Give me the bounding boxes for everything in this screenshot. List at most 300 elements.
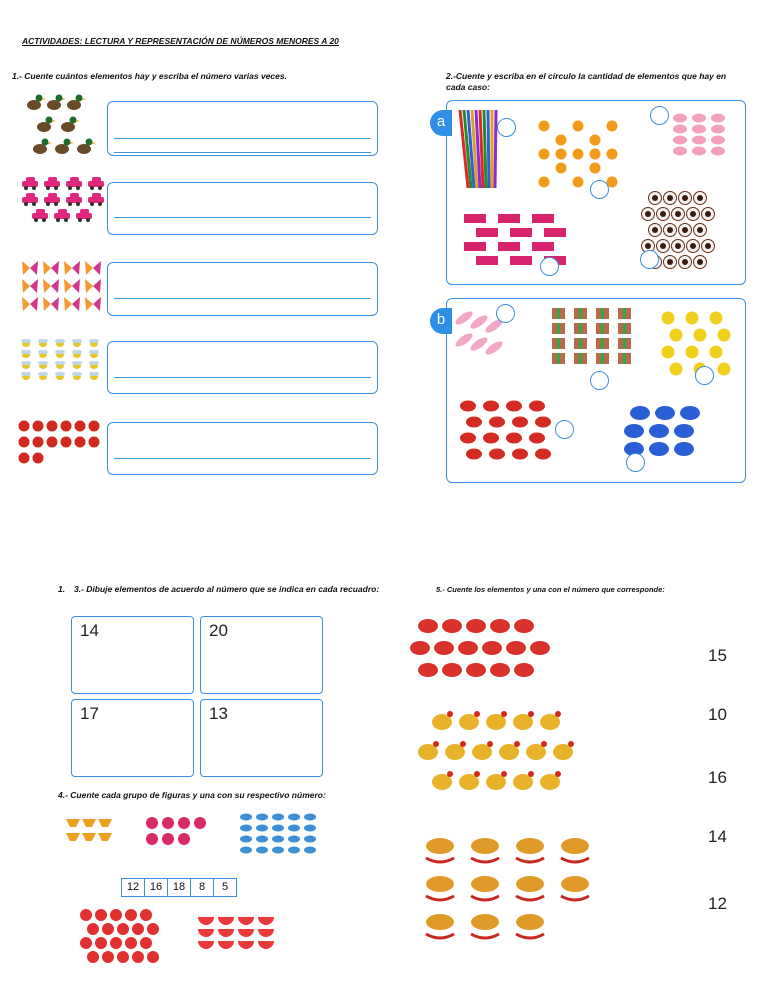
rooster-icon [526,741,547,760]
ex2-instruction-line1: 2.-Cuente y escriba en el círculo la cantidad de elementos que hay en [446,71,727,81]
butterfly-icon [64,261,80,275]
bird-icon [304,847,316,854]
pencil-icon [484,110,486,188]
orange-icon [590,163,601,174]
whale-icon [630,406,650,420]
answer-circle-ducks[interactable] [695,366,714,385]
car-icon [44,177,60,190]
ball-icon [664,192,677,205]
boat-icon [82,819,96,827]
draw-box-1[interactable] [71,616,194,694]
ex4-number-2[interactable]: 16 [144,878,168,897]
rocking-horse-icon [426,838,454,862]
bee-icon [38,361,48,369]
bird-icon [288,836,300,843]
ball-icon [694,224,707,237]
rocking-horse-icon [516,876,544,900]
bird-icon [256,825,268,832]
flower-icon [178,817,190,829]
whale-icon [655,406,675,420]
ex5-number-3[interactable]: 16 [708,768,727,787]
ball-icon [664,256,677,269]
bee-icon [21,372,31,380]
fish-icon [442,619,462,633]
ex5-number-1[interactable]: 15 [708,646,727,665]
gift-icon [596,323,609,334]
bee-icon [89,372,99,380]
beach-ball-icon [102,951,114,963]
panel-a-label: a [430,110,452,136]
watermelon-icon [238,929,254,937]
ex1-instruction: 1.- Cuente cuántos elementos hay y escriba el número varias veces. [12,71,287,81]
answer-box-1[interactable] [107,101,378,156]
answer-box-5[interactable] [107,422,378,475]
book-icon [464,242,486,251]
orange-icon [556,135,567,146]
ball-icon [672,240,685,253]
answer-circle-balls[interactable] [640,250,659,269]
ball-icon [649,192,662,205]
watermelon-icon [218,929,234,937]
orange-icon [539,177,550,188]
bird-icon [256,814,268,821]
pig-icon [711,147,725,156]
draw-box-4-number: 13 [209,704,228,723]
answer-box-4[interactable] [107,341,378,394]
rooster-icon [432,711,453,730]
duck-icon [33,139,52,155]
watermelon-icon [198,917,214,925]
duck-toy-icon [662,346,675,359]
ex5-number-4[interactable]: 14 [708,827,727,846]
ex4-number-4[interactable]: 8 [190,878,214,897]
ball-icon [657,240,670,253]
draw-box-4[interactable] [200,699,323,777]
bird-icon [240,836,252,843]
ex4-instruction: 4.- Cuente cada grupo de figuras y una con su respectivo número: [58,790,326,800]
ex4-number-3[interactable]: 18 [167,878,191,897]
bee-icon [72,372,82,380]
bee-icon [89,350,99,358]
ex5-instruction: 5.- Cuente los elementos y una con el número que corresponde: [436,585,665,594]
rooster-icon [499,741,520,760]
bee-icon [38,339,48,347]
strawberry-icon [483,401,499,412]
duck-toy-icon [686,346,699,359]
orange-icon [573,177,584,188]
beach-ball-icon [95,937,107,949]
butterfly-icon [85,261,101,275]
flower-icon [194,817,206,829]
duck-icon [61,117,80,133]
gift-icon [574,338,587,349]
ball-icon [672,208,685,221]
beach-ball-icon [95,909,107,921]
rooster-icon [486,711,507,730]
pig-icon [711,125,725,134]
draw-box-2-number: 20 [209,621,228,640]
orange-icon [556,149,567,160]
book-icon [532,214,554,223]
pig-icon [711,136,725,145]
book-icon [510,228,532,237]
draw-box-2[interactable] [200,616,323,694]
pig-icon [692,136,706,145]
bee-icon [72,350,82,358]
pig-icon [673,114,687,123]
answer-circle-pencils[interactable] [497,118,516,137]
fish-icon [466,663,486,677]
ball-icon [642,208,655,221]
flower-icon [146,833,158,845]
ex4-number-5[interactable]: 5 [213,878,237,897]
bee-icon [89,339,99,347]
duck-icon [47,95,66,111]
duck-icon [55,139,74,155]
whale-icon [674,442,694,456]
bird-icon [288,814,300,821]
bird-icon [272,814,284,821]
fish-icon [458,641,478,655]
car-icon [22,177,38,190]
fish-icon [466,619,486,633]
ex3-instruction: 3.- Dibuje elementos de acuerdo al número que se indica en cada recuadro: [74,584,380,594]
panel-b-label: b [430,308,452,334]
tomato-icon [19,453,30,464]
fish-icon [514,663,534,677]
butterfly-icon [85,297,101,311]
page-title: ACTIVIDADES: LECTURA Y REPRESENTACIÓN DE NÚMEROS MENORES A 20 [22,36,339,46]
ball-icon [694,192,707,205]
rocking-horse-icon [471,914,499,938]
pig-icon [711,114,725,123]
bird-icon [272,825,284,832]
book-icon [498,214,520,223]
flower-icon [178,833,190,845]
duck-icon [37,117,56,133]
gift-icon [618,353,631,364]
answer-circle-gifts[interactable] [590,371,609,390]
rocking-horse-icon [561,838,589,862]
tomato-icon [89,421,100,432]
bee-icon [72,339,82,347]
beach-ball-icon [87,951,99,963]
rooster-icon [513,771,534,790]
watermelon-icon [258,929,274,937]
whale-icon [624,424,644,438]
watermelon-icon [198,929,214,937]
bird-icon [256,836,268,843]
beach-ball-icon [87,923,99,935]
beach-ball-icon [110,937,122,949]
duck-toy-icon [718,363,731,376]
whale-icon [649,424,669,438]
whale-icon [649,442,669,456]
answer-box-3[interactable] [107,262,378,316]
book-icon [464,214,486,223]
duck-toy-icon [670,329,683,342]
beach-ball-icon [140,909,152,921]
ex5-number-2[interactable]: 10 [708,705,727,724]
tomato-icon [89,437,100,448]
ex1-icons [18,92,108,492]
butterfly-icon [43,261,59,275]
beach-ball-icon [147,923,159,935]
duck-icon [27,95,46,111]
tomato-icon [75,421,86,432]
strawberry-icon [529,433,545,444]
watermelon-icon [198,941,214,949]
answer-circle-pigs[interactable] [650,106,669,125]
ball-icon [702,208,715,221]
tomato-icon [33,453,44,464]
boat-icon [98,833,112,841]
orange-icon [573,149,584,160]
ex5-number-5[interactable]: 12 [708,894,727,913]
butterfly-icon [22,279,38,293]
whale-icon [680,406,700,420]
rocking-horse-icon [471,876,499,900]
strawberry-icon [460,433,476,444]
boat-icon [98,819,112,827]
tomato-icon [19,437,30,448]
rocking-horse-icon [471,838,499,862]
rocking-horse-icon [426,914,454,938]
tomato-icon [47,437,58,448]
orange-icon [539,149,550,160]
boat-icon [66,819,80,827]
bee-icon [55,361,65,369]
ex5-icons [410,610,610,950]
car-icon [54,209,70,222]
pig-icon [692,125,706,134]
rooster-icon [418,741,439,760]
pig-icon [692,147,706,156]
bird-icon [272,847,284,854]
strawberry-icon [460,401,476,412]
gift-icon [618,323,631,334]
watermelon-icon [238,941,254,949]
boat-icon [82,833,96,841]
duck-icon [67,95,86,111]
pig-icon [673,147,687,156]
beach-ball-icon [117,923,129,935]
bee-icon [38,350,48,358]
fish-icon [418,663,438,677]
beach-ball-icon [102,923,114,935]
duck-toy-icon [718,329,731,342]
car-icon [44,193,60,206]
bird-icon [304,825,316,832]
watermelon-icon [258,917,274,925]
draw-box-1-number: 14 [80,621,99,640]
strawberry-icon [489,449,505,460]
tomato-icon [61,437,72,448]
pencil-icon [495,110,496,188]
beach-ball-icon [132,951,144,963]
beach-ball-icon [80,909,92,921]
draw-box-3-number: 17 [80,704,99,723]
bird-icon [240,814,252,821]
ball-icon [679,256,692,269]
bird-icon [304,836,316,843]
rooster-icon [432,771,453,790]
pig-icon [673,125,687,134]
draw-box-3[interactable] [71,699,194,777]
fish-icon [530,641,550,655]
gift-icon [574,353,587,364]
answer-circle-oranges[interactable] [590,180,609,199]
rocking-horse-icon [516,914,544,938]
book-icon [476,228,498,237]
watermelon-icon [218,917,234,925]
beach-ball-icon [80,937,92,949]
duck-toy-icon [710,312,723,325]
butterfly-icon [64,297,80,311]
orange-icon [539,121,550,132]
butterfly-icon [22,297,38,311]
book-icon [476,256,498,265]
watermelon-icon [218,941,234,949]
bee-icon [21,339,31,347]
fish-icon [442,663,462,677]
beach-ball-icon [125,909,137,921]
rooster-icon [513,711,534,730]
car-icon [76,209,92,222]
ball-icon [702,240,715,253]
book-icon [510,256,532,265]
fish-icon [490,663,510,677]
bee-icon [55,350,65,358]
rooster-icon [472,741,493,760]
orange-icon [590,135,601,146]
gift-icon [596,338,609,349]
bird-icon [304,814,316,821]
car-icon [32,209,48,222]
ball-icon [687,208,700,221]
answer-circle-candies[interactable] [496,304,515,323]
answer-circle-strawberries[interactable] [555,420,574,439]
tomato-icon [33,421,44,432]
gift-icon [574,323,587,334]
bee-icon [89,361,99,369]
ball-icon [649,224,662,237]
strawberry-icon [466,449,482,460]
car-icon [88,193,104,206]
gift-icon [552,353,565,364]
ball-icon [679,224,692,237]
bird-icon [288,825,300,832]
bird-icon [272,836,284,843]
whale-icon [674,424,694,438]
car-icon [66,177,82,190]
strawberry-icon [529,401,545,412]
beach-ball-icon [125,937,137,949]
bird-icon [256,847,268,854]
gift-icon [596,353,609,364]
beach-ball-icon [117,951,129,963]
fish-icon [506,641,526,655]
bee-icon [38,372,48,380]
beach-ball-icon [140,937,152,949]
ex2-icons [446,100,746,490]
beach-ball-icon [147,951,159,963]
duck-icon [77,139,96,155]
ex4-number-strip [121,878,236,897]
strawberry-icon [483,433,499,444]
ball-icon [687,240,700,253]
tomato-icon [33,437,44,448]
orange-icon [573,121,584,132]
fish-icon [482,641,502,655]
rooster-icon [540,771,561,790]
rooster-icon [459,711,480,730]
butterfly-icon [43,279,59,293]
bee-icon [55,339,65,347]
pencil-icon [488,110,489,188]
bee-icon [72,361,82,369]
butterfly-icon [64,279,80,293]
fish-icon [490,619,510,633]
rooster-icon [540,711,561,730]
strawberry-icon [506,401,522,412]
answer-circle-books[interactable] [540,257,559,276]
book-icon [532,242,554,251]
bird-icon [288,847,300,854]
ex4-number-1[interactable]: 12 [121,878,145,897]
gift-icon [596,308,609,319]
duck-toy-icon [670,363,683,376]
gift-icon [574,308,587,319]
beach-ball-icon [110,909,122,921]
book-icon [544,228,566,237]
bee-icon [21,350,31,358]
duck-toy-icon [694,329,707,342]
answer-circle-whales[interactable] [626,453,645,472]
car-icon [88,177,104,190]
boat-icon [66,833,80,841]
rooster-icon [553,741,574,760]
orange-icon [590,149,601,160]
orange-icon [607,149,618,160]
butterfly-icon [22,261,38,275]
duck-toy-icon [686,312,699,325]
beach-ball-icon [132,923,144,935]
butterfly-icon [85,279,101,293]
watermelon-icon [238,917,254,925]
rooster-icon [459,771,480,790]
strawberry-icon [535,449,551,460]
strawberry-icon [535,417,551,428]
car-icon [22,193,38,206]
fish-icon [410,641,430,655]
rooster-icon [445,741,466,760]
gift-icon [552,338,565,349]
answer-box-2[interactable] [107,182,378,235]
ball-icon [657,208,670,221]
ex3-list-number: 1. [58,584,66,594]
bird-icon [240,847,252,854]
watermelon-icon [258,941,274,949]
fish-icon [514,619,534,633]
pig-icon [692,114,706,123]
tomato-icon [75,437,86,448]
ball-icon [664,224,677,237]
rocking-horse-icon [426,876,454,900]
strawberry-icon [489,417,505,428]
gift-icon [618,338,631,349]
ex2-instruction-line2: cada caso: [446,82,490,92]
